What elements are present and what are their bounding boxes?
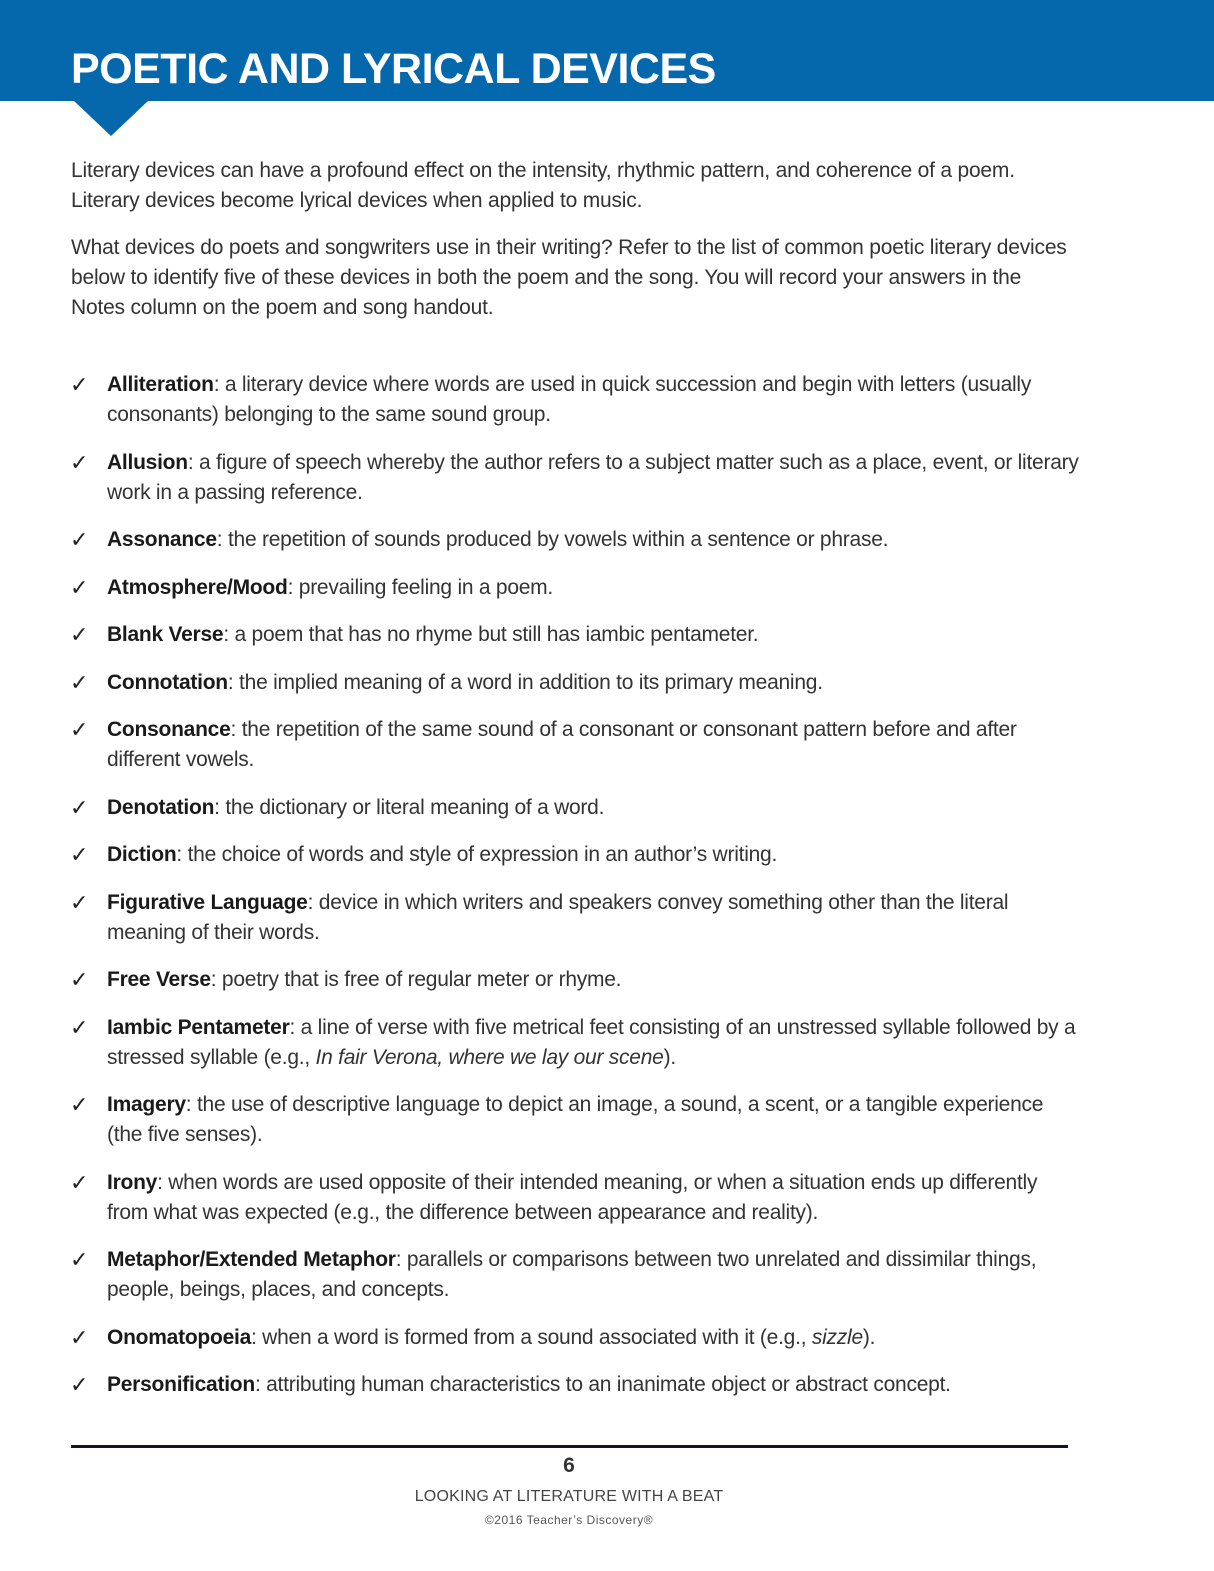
device-definition: : the repetition of the same sound of a consonant or consonant pattern before and after different vowels. (107, 718, 1017, 771)
footer-divider (71, 1445, 1068, 1448)
device-definition: : when a word is formed from a sound associated with it (e.g., (251, 1325, 812, 1349)
device-item-alliteration (70, 370, 1080, 430)
page-number: 6 (563, 1454, 575, 1477)
device-definition: : device in which writers and speakers convey something other than the literal meaning of their words. (107, 890, 1009, 944)
device-definition: : the implied meaning of a word in addition to its primary meaning. (227, 670, 823, 694)
device-item-assonance (70, 525, 1080, 555)
device-term: Figurative Language (107, 890, 308, 914)
device-item-iambic-pentameter (70, 1013, 1080, 1073)
device-example: sizzle (811, 1325, 863, 1349)
device-item-allusion (70, 448, 1080, 508)
device-text (107, 370, 1080, 430)
device-text (107, 715, 1080, 775)
device-definition: : a poem that has no rhyme but still has iambic pentameter. (223, 623, 759, 646)
footer-book-title: LOOKING AT LITERATURE WITH A BEAT (414, 1488, 724, 1505)
device-definition: : the choice of words and style of expression in an author’s writing. (176, 843, 778, 866)
device-term: Denotation (107, 795, 215, 819)
device-definition: : the use of descriptive language to depict an image, a sound, a scent, or a tangible experience (the five senses). (107, 1093, 1044, 1146)
device-term: Consonance (107, 718, 231, 741)
device-term: Assonance (107, 528, 217, 551)
device-definition: : poetry that is free of regular meter or rhyme. (210, 968, 622, 991)
page-title: POETIC AND LYRICAL DEVICES (71, 45, 716, 93)
device-item-atmosphere-mood (70, 573, 1080, 603)
header-pointer-arrow (73, 100, 149, 136)
device-item-personification (70, 1370, 1080, 1400)
device-definition: : the dictionary or literal meaning of a word. (214, 795, 605, 819)
check-mark-icon: ✓ (70, 1247, 89, 1272)
check-mark-icon: ✓ (70, 669, 89, 695)
device-item-denotation (70, 793, 1080, 823)
device-item-consonance (70, 715, 1080, 775)
device-definition: : prevailing feeling in a poem. (287, 575, 554, 599)
device-text (107, 1370, 1080, 1400)
device-text (107, 448, 1080, 508)
device-definition-end: ). (862, 1325, 876, 1349)
device-term: Free Verse (107, 968, 211, 991)
check-mark-icon: ✓ (70, 1324, 89, 1350)
device-definition: : when words are used opposite of their intended meaning, or when a situation ends up differently from what was expected (e.g., the difference between appearance and reality). (107, 1170, 1038, 1224)
device-item-blank-verse (70, 620, 1080, 650)
device-text (107, 1245, 1080, 1305)
device-term: Alliteration (107, 373, 214, 396)
check-mark-icon: ✓ (70, 967, 89, 992)
device-term: Diction (107, 843, 177, 866)
device-item-irony (70, 1168, 1080, 1228)
device-text (107, 573, 1080, 603)
device-item-figurative-language (70, 888, 1080, 948)
intro-paragraph: Literary devices can have a profound effect on the intensity, rhythmic pattern, and coherence of a poem. Literary devices become lyrical devices when applied to music. (71, 159, 1015, 212)
device-definition: : the repetition of sounds produced by vowels within a sentence or phrase. (216, 528, 889, 551)
device-definition: : parallels or comparisons between two unrelated and dissimilar things, people, beings, places, and concepts. (107, 1248, 1037, 1301)
device-item-free-verse (70, 965, 1080, 995)
device-text (107, 525, 1080, 555)
device-definition: : a line of verse with five metrical feet consisting of an unstressed syllable followed by a stressed syllable (e.g., (107, 1015, 1076, 1069)
device-text (107, 620, 1080, 650)
device-term: Imagery (107, 1093, 186, 1116)
device-term: Irony (107, 1170, 158, 1194)
intro-paragraph: What devices do poets and songwriters use in their writing? Refer to the list of common poetic literary devices below to identify five of these devices in both the poem and the song. You will record your answers in the Notes column on the poem and song handout. (71, 236, 1067, 319)
check-mark-icon: ✓ (70, 842, 89, 867)
device-text (107, 793, 1080, 823)
check-mark-icon: ✓ (70, 889, 89, 915)
check-mark-icon: ✓ (70, 1014, 89, 1040)
device-text (107, 668, 1080, 698)
check-mark-icon: ✓ (70, 1169, 89, 1195)
device-term: Blank Verse (107, 623, 224, 646)
device-item-diction (70, 840, 1080, 870)
device-text (107, 888, 1080, 948)
check-mark-icon: ✓ (70, 622, 89, 647)
check-mark-icon: ✓ (70, 1372, 89, 1397)
device-term: Personification (107, 1373, 255, 1396)
device-text (107, 1013, 1080, 1073)
device-term: Metaphor/Extended Metaphor (107, 1248, 396, 1271)
device-text (107, 840, 1080, 870)
device-definition: : a literary device where words are used in quick succession and begin with letters (usually consonants) belonging to the same sound group. (107, 373, 1032, 426)
device-item-metaphor (70, 1245, 1080, 1305)
check-mark-icon: ✓ (70, 449, 89, 475)
device-definition: : a figure of speech whereby the author refers to a subject matter such as a place, event, or literary work in a passing reference. (107, 450, 1079, 504)
footer-copyright: ©2016 Teacher’s Discovery® (484, 1513, 654, 1527)
device-text (107, 965, 1080, 995)
check-mark-icon: ✓ (70, 1092, 89, 1117)
device-term: Allusion (107, 450, 188, 474)
check-mark-icon: ✓ (70, 717, 89, 742)
device-text (107, 1168, 1080, 1228)
device-item-connotation (70, 668, 1080, 698)
device-text (107, 1323, 1080, 1353)
device-term: Connotation (107, 670, 228, 694)
device-item-onomatopoeia (70, 1323, 1080, 1353)
device-definition-end: ). (663, 1045, 676, 1069)
device-term: Onomatopoeia (107, 1325, 252, 1349)
device-term: Atmosphere/Mood (107, 575, 288, 599)
check-mark-icon: ✓ (70, 794, 89, 820)
check-mark-icon: ✓ (70, 527, 89, 552)
device-example: In fair Verona, where we lay our scene (315, 1045, 664, 1069)
device-list (70, 370, 1080, 1418)
device-item-imagery (70, 1090, 1080, 1150)
device-text (107, 1090, 1080, 1150)
device-term: Iambic Pentameter (107, 1015, 290, 1039)
device-definition: : attributing human characteristics to an inanimate object or abstract concept. (254, 1373, 951, 1396)
intro-section (71, 156, 1071, 340)
check-mark-icon: ✓ (70, 372, 89, 397)
check-mark-icon: ✓ (70, 574, 89, 600)
